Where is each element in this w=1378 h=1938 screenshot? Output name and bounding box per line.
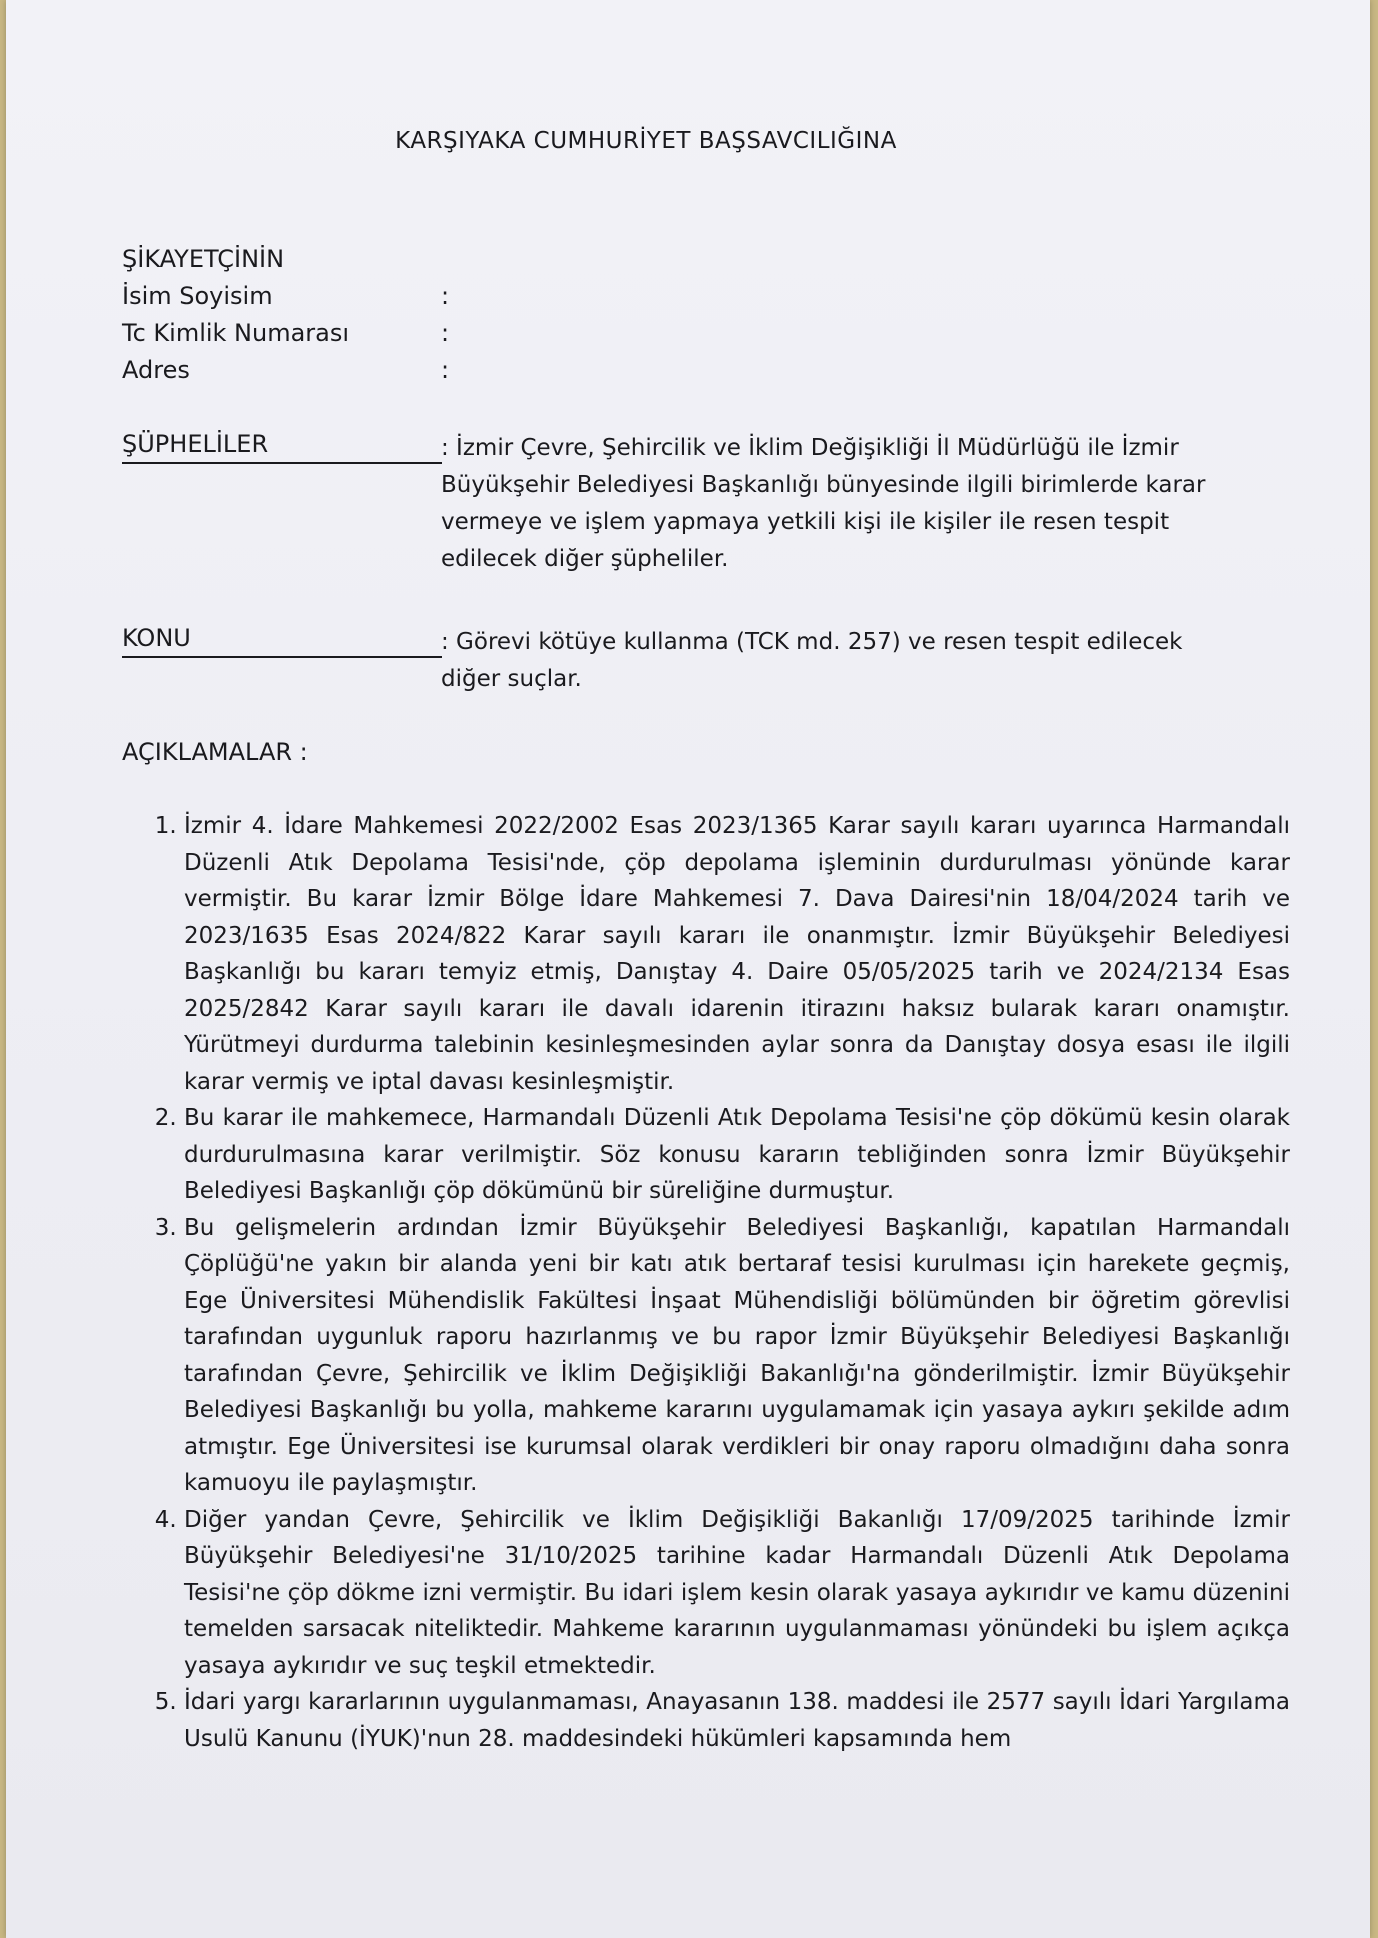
field-colon-name: :	[441, 282, 450, 310]
list-item: 3. Bu gelişmelerin ardından İzmir Büyükşehir Belediyesi Başkanlığı, kapatılan Harmandalı Çöplüğü'ne yakın bir alanda yeni bir katı atık bertaraf tesisi kurulması için harekete geçmiş, Ege Üniversitesi Mühendislik Fakültesi İnşaat Mühendisliği bölümünden bir öğretim görevlisi tarafından uygunluk raporu hazırlanmış ve bu rapor İzmir Büyükşehir Belediyesi Başkanlığı tarafından Çevre, Şehircilik ve İklim Değişikliği Bakanlığı'na gönderilmiştir. İzmir Büyükşehir Belediyesi Başkanlığı bu yolla, mahkeme kararını uygulamamak için yasaya aykırı şekilde adım atmıştır. Ege Üniversitesi ise kurumsal olarak verdikleri bir onay raporu olmadığını daha sonra kamuoyu ile paylaşmıştır.	[184, 1210, 1290, 1502]
list-item: 5. İdari yargı kararlarının uygulanmaması, Anayasanın 138. maddesi ile 2577 sayılı İdari Yargılama Usulü Kanunu (İYUK)'nun 28. maddesindeki hükümleri kapsamında hem	[184, 1684, 1290, 1757]
list-item: 1. İzmir 4. İdare Mahkemesi 2022/2002 Esas 2023/1365 Karar sayılı kararı uyarınca Harmandalı Düzenli Atık Depolama Tesisi'nde, çöp depolama işleminin durdurulması yönünde karar vermiştir. Bu karar İzmir Bölge İdare Mahkemesi 7. Dava Dairesi'nin 18/04/2024 tarih ve 2023/1635 Esas 2024/822 Karar sayılı kararı ile onanmıştır. İzmir Büyükşehir Belediyesi Başkanlığı bu kararı temyiz etmiş, Danıştay 4. Daire 05/05/2025 tarih ve 2024/2134 Esas 2025/2842 Karar sayılı kararı ile davalı idarenin itirazını haksız bularak kararı onamıştır. Yürütmeyi durdurma talebinin kesinleşmesinden aylar sonra da Danıştay dosya esası ile ilgili karar vermiş ve iptal davası kesinleşmiştir.	[184, 808, 1290, 1100]
field-colon-address: :	[441, 356, 450, 384]
explanations-heading: AÇIKLAMALAR :	[122, 738, 308, 766]
suspects-text: : İzmir Çevre, Şehircilik ve İklim Değişikliği İl Müdürlüğü ile İzmir Büyükşehir Belediyesi Başkanlığı bünyesinde ilgili birimlerde karar vermeye ve işlem yapmaya yetkili kişi ile kişiler ile resen tespit edilecek diğer şüpheliler.	[441, 435, 1206, 572]
list-item: 2. Bu karar ile mahkemece, Harmandalı Düzenli Atık Depolama Tesisi'ne çöp dökümü kesin olarak durdurulmasına karar verilmiştir. Söz konusu kararın tebliğinden sonra İzmir Büyükşehir Belediyesi Başkanlığı çöp dökümünü bir süreliğine durmuştur.	[184, 1100, 1290, 1210]
field-colon-id-number: :	[441, 319, 450, 347]
document-title: KARŞIYAKA CUMHURİYET BAŞSAVCILIĞINA	[395, 128, 897, 154]
document-page	[6, 0, 1370, 1938]
subject-text: : Görevi kötüye kullanma (TCK md. 257) ve resen tespit edilecek diğer suçlar.	[441, 629, 1183, 692]
complainant-heading: ŞİKAYETÇİNİN	[122, 245, 285, 273]
subject-heading: KONU	[122, 624, 442, 658]
list-item: 4. Diğer yandan Çevre, Şehircilik ve İklim Değişikliği Bakanlığı 17/09/2025 tarihinde İzmir Büyükşehir Belediyesi'ne 31/10/2025 tarihine kadar Harmandalı Düzenli Atık Depolama Tesisi'ne çöp dökme izni vermiştir. Bu idari işlem kesin olarak yasaya aykırıdır ve kamu düzenini temelden sarsacak niteliktedir. Mahkeme kararının uygulanmaması yönündeki bu işlem açıkça yasaya aykırıdır ve suç teşkil etmektedir.	[184, 1502, 1290, 1685]
suspects-heading: ŞÜPHELİLER	[122, 430, 442, 464]
field-label-name: İsim Soyisim	[122, 282, 273, 310]
field-label-address: Adres	[122, 356, 190, 384]
field-label-id-number: Tc Kimlik Numarası	[122, 319, 350, 347]
explanations-list	[140, 808, 1290, 1757]
